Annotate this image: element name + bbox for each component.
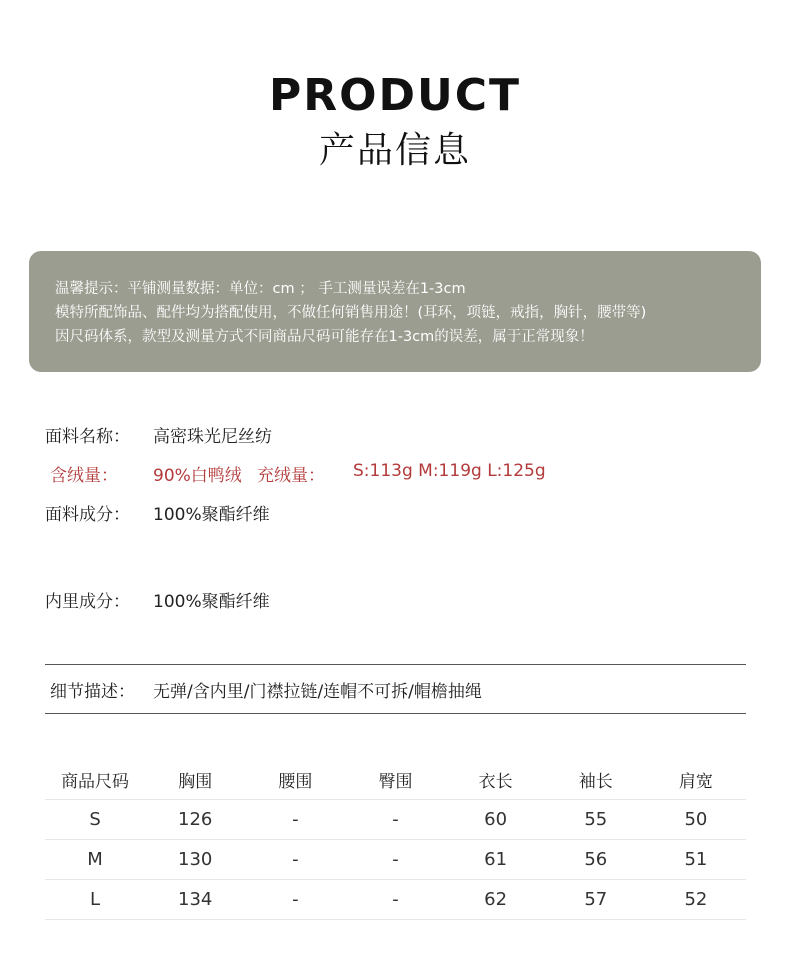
notice-line: 温馨提示：平铺测量数据：单位：cm ； 手工测量误差在1-3cm	[55, 281, 466, 297]
header-shoulder: 肩宽	[646, 760, 746, 800]
header-bust: 胸围	[145, 760, 245, 800]
table-row	[45, 840, 746, 880]
fill-value: 90%白鸭绒	[153, 466, 242, 486]
notice-line: 模特所配饰品、配件均为搭配使用，不做任何销售用途！(耳环，项链，戒指，胸针，腰带等)	[55, 305, 647, 321]
table-cell: 55	[546, 800, 646, 840]
table-cell: -	[245, 840, 345, 880]
table-cell: 56	[546, 840, 646, 880]
table-cell: 61	[446, 840, 546, 880]
table-cell: -	[345, 880, 445, 920]
table-cell: 51	[646, 840, 746, 880]
table-cell: -	[345, 800, 445, 840]
table-cell: -	[245, 800, 345, 840]
lining-label: 内里成分：	[45, 592, 130, 612]
header-sleeve: 袖长	[546, 760, 646, 800]
fill-amount-label: 充绒量：	[257, 466, 325, 486]
size-table-header	[45, 760, 746, 800]
composition-value: 100%聚酯纤维	[153, 505, 270, 525]
table-cell: 134	[145, 880, 245, 920]
composition-label: 面料成分：	[45, 505, 130, 525]
table-cell: L	[45, 880, 145, 920]
table-cell: 52	[646, 880, 746, 920]
table-cell: 57	[546, 880, 646, 920]
size-table	[45, 760, 746, 920]
table-row	[45, 800, 746, 840]
table-cell: 50	[646, 800, 746, 840]
table-cell: 126	[145, 800, 245, 840]
divider-top	[45, 664, 746, 665]
table-cell: -	[245, 880, 345, 920]
detail-label: 细节描述：	[50, 682, 135, 702]
table-cell: 62	[446, 880, 546, 920]
page-title-cn: 产品信息	[318, 130, 471, 171]
table-cell: M	[45, 840, 145, 880]
header-waist: 腰围	[245, 760, 345, 800]
table-cell: S	[45, 800, 145, 840]
header-length: 衣长	[446, 760, 546, 800]
header-hip: 臀围	[345, 760, 445, 800]
fabric-value: 高密珠光尼丝纺	[153, 427, 272, 447]
table-cell: -	[345, 840, 445, 880]
lining-value: 100%聚酯纤维	[153, 592, 270, 612]
detail-row	[50, 677, 482, 702]
page-title-en: PRODUCT	[268, 70, 522, 121]
table-cell: 130	[145, 840, 245, 880]
notice-line: 因尺码体系，款型及测量方式不同商品尺码可能存在1-3cm的误差，属于正常现象！	[55, 329, 594, 345]
notice-box	[29, 251, 761, 372]
fabric-label: 面料名称：	[45, 427, 130, 447]
table-cell: 60	[446, 800, 546, 840]
detail-value: 无弹/含内里/门襟拉链/连帽不可拆/帽檐抽绳	[153, 682, 482, 702]
divider-bottom	[45, 713, 746, 714]
header-size: 商品尺码	[45, 760, 145, 800]
table-row	[45, 880, 746, 920]
fill-label: 含绒量：	[50, 466, 118, 486]
fill-amount-value: S:113g M:119g L:125g	[353, 461, 546, 481]
